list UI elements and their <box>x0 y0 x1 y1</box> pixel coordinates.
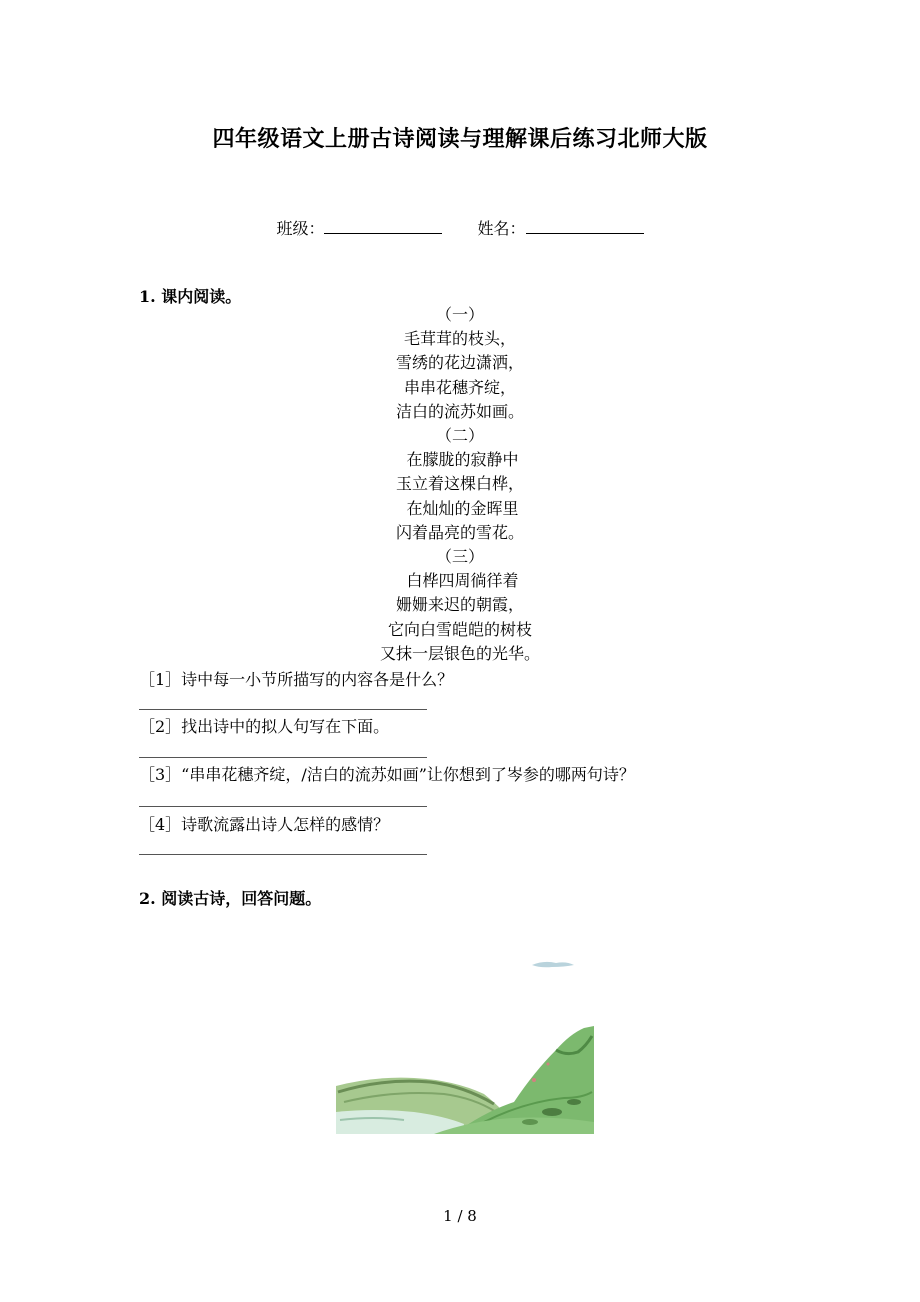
class-label: 班级： <box>276 219 325 238</box>
flower-dot <box>547 1063 550 1066</box>
question-4: ［4］诗歌流露出诗人怎样的感情？ <box>139 815 390 834</box>
student-info-row <box>0 216 920 239</box>
poem-line: 玉立着这棵白桦， <box>395 474 524 494</box>
class-field[interactable] <box>324 219 442 234</box>
answer-line-4[interactable] <box>139 854 427 855</box>
poem-line: 雪绣的花边潇洒， <box>395 353 524 373</box>
question-2: ［2］找出诗中的拟人句写在下面。 <box>139 717 390 736</box>
poem-line: 它向白雪皑皑的树枝 <box>387 619 532 639</box>
page-number: 1 / 8 <box>443 1207 477 1225</box>
landscape-illustration <box>334 952 596 1138</box>
answer-line-3[interactable] <box>139 806 427 807</box>
answer-line-1[interactable] <box>139 709 427 710</box>
poem-line: 毛茸茸的枝头， <box>403 329 516 349</box>
poem-line: 白桦四周徜徉着 <box>401 571 519 591</box>
poem-line: 在朦胧的寂静中 <box>401 450 519 470</box>
poem-line: 洁白的流苏如画。 <box>395 401 524 421</box>
cloud-shape <box>532 962 574 967</box>
poem-line: 又抹一层银色的光华。 <box>379 643 540 663</box>
poem-line: 闪着晶亮的雪花。 <box>395 522 524 542</box>
poem <box>0 303 920 666</box>
poem-line: 串串花穗齐绽， <box>403 377 516 397</box>
section-2-heading: 2. 阅读古诗，回答问题。 <box>139 889 322 908</box>
shrub-shape <box>567 1099 581 1105</box>
poem-line: 在灿灿的金晖里 <box>401 498 519 518</box>
question-3: ［3］“串串花穗齐绽，/洁白的流苏如画”让你想到了岑参的哪两句诗？ <box>139 765 635 784</box>
shrub-shape <box>522 1119 538 1125</box>
section-1-heading: 1. 课内阅读。 <box>139 287 242 306</box>
flower-dot <box>532 1078 536 1082</box>
poem-line: （一） <box>435 305 484 324</box>
answer-line-2[interactable] <box>139 757 427 758</box>
question-1: ［1］诗中每一小节所描写的内容各是什么？ <box>139 670 454 689</box>
poem-line: （二） <box>435 426 484 446</box>
shrub-shape <box>542 1108 562 1116</box>
name-label: 姓名： <box>477 219 526 238</box>
page-title: 四年级语文上册古诗阅读与理解课后练习北师大版 <box>212 126 708 152</box>
name-field[interactable] <box>526 219 644 234</box>
poem-line: 姗姗来迟的朝霞， <box>395 595 524 615</box>
poem-line: （三） <box>435 547 484 567</box>
